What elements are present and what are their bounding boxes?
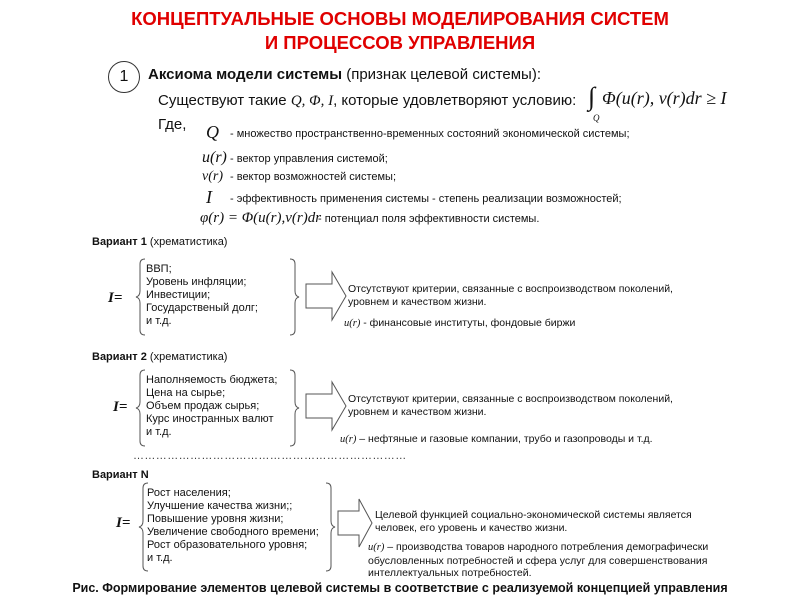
variant-n-items [147, 487, 319, 565]
variant-1-result-line: Отсутствуют критерии, связанные с воспроизводством поколений, [348, 283, 673, 295]
variant-1-items [146, 263, 258, 328]
where-label: Где, [158, 116, 187, 133]
variant-n-ur [368, 541, 708, 580]
variant-2-item: Наполняемость бюджета; [146, 374, 278, 386]
variant-2-item: Курс иностранных валют [146, 413, 274, 425]
title-line-1: КОНЦЕПТУАЛЬНЫЕ ОСНОВЫ МОДЕЛИРОВАНИЯ СИСТЕМ [131, 8, 669, 29]
variant-n-ur-line: интеллектуальных потребностей. [368, 567, 532, 579]
variant-1-result [348, 283, 673, 309]
variant-1-ieq: I= [108, 290, 123, 306]
def-symbol-i: I [206, 187, 212, 207]
variant-1-item: ВВП; [146, 263, 172, 275]
integral-sign: ∫ [588, 82, 596, 111]
variant-2-title [92, 351, 227, 363]
axiom-number-badge: 1 [108, 61, 140, 93]
variant-n-title [92, 469, 149, 481]
variant-2-result-line: Отсутствуют критерии, связанные с воспроизводством поколений, [348, 393, 673, 405]
variant-1-ur-symbol: u(r) [344, 318, 361, 329]
variant-n-item: Рост населения; [147, 487, 231, 499]
variant-2-ur-text: – нефтяные и газовые компании, трубо и газопроводы и т.д. [356, 433, 653, 445]
variant-2-ur [340, 433, 653, 445]
axiom-heading [148, 66, 541, 83]
variant-n-item: и т.д. [147, 552, 173, 564]
exist-suffix: , которые удовлетворяют условию: [333, 92, 577, 109]
variant-n-item: Повышение уровня жизни; [147, 513, 284, 525]
dotted-separator: ……………………………………………………………… [133, 450, 407, 462]
variant-2-items [146, 374, 277, 439]
variant-n-result-line: Целевой функцией социально-экономической системы является [375, 509, 692, 521]
variant-n-ieq: I= [116, 515, 131, 531]
def-symbol-q: Q [206, 122, 219, 142]
variant-1-arrow-icon [305, 271, 347, 321]
variant-1-right-brace [288, 258, 300, 336]
variant-n-result-line: человек, его уровень и качество жизни. [375, 522, 568, 534]
def-text-i: - эффективность применения системы - степень реализации возможностей; [230, 193, 622, 205]
def-text-q: - множество пространственно-временных состояний экономической системы; [230, 128, 630, 140]
def-symbol-ur: u(r) [202, 149, 227, 166]
variant-2-right-brace [288, 369, 300, 447]
variant-1-result-line: уровнем и качеством жизни. [348, 296, 487, 308]
variant-n-title-bold: Вариант N [92, 469, 149, 481]
variant-n-right-brace [324, 482, 336, 572]
variant-1-ur [344, 317, 575, 329]
title-line-2: И ПРОЦЕССОВ УПРАВЛЕНИЯ [264, 32, 536, 53]
variant-n-result [375, 509, 692, 535]
variant-2-arrow-icon [305, 381, 347, 431]
variant-1-title-rest: (хрематистика) [146, 236, 228, 248]
variant-2-item: Объем продаж сырья; [146, 400, 260, 412]
exist-symbols: Q, Φ, I [290, 93, 334, 109]
variant-2-title-bold: Вариант 2 [92, 351, 147, 363]
variant-1-title-bold: Вариант 1 [92, 236, 147, 248]
variant-n-ur-line: обусловленных потребностей и сфера услуг для совершенствования [368, 554, 708, 567]
variant-1-item: Государственый долг; [146, 302, 258, 314]
variant-1-title [92, 236, 227, 248]
exist-prefix: Существуют такие [158, 92, 291, 109]
variant-2-title-rest: (хрематистика) [146, 351, 228, 363]
variant-n-item: Рост образовательного уровня; [147, 539, 308, 551]
integral-subscript: Q [593, 113, 600, 123]
variant-1-item: и т.д. [146, 315, 172, 327]
figure-caption: Рис. Формирование элементов целевой системы в соответствие с реализуемой концепцией управления [72, 581, 728, 595]
variant-n-item: Улучшение качества жизни;; [147, 500, 293, 512]
axiom-existence [158, 92, 576, 110]
variant-2-item: Цена на сырье; [146, 387, 226, 399]
def-symbol-vr: v(r) [202, 169, 223, 184]
def-symbol-phi: φ(r) = Φ(u(r),v(r)dr [200, 210, 322, 226]
def-text-vr: - вектор возможностей системы; [230, 171, 396, 183]
variant-1-item: Уровень инфляции; [146, 276, 247, 288]
def-text-phi: - потенциал поля эффективности системы. [318, 213, 540, 225]
variant-2-ur-symbol: u(r) [340, 434, 357, 445]
variant-n-item: Увеличение свободного времени; [147, 526, 319, 538]
variant-n-ur-text: – производства товаров народного потребления демографически [384, 541, 709, 553]
axiom-heading-bold: Аксиома модели системы [148, 66, 343, 83]
variant-2-result [348, 393, 673, 419]
variant-n-ur-symbol: u(r) [368, 542, 385, 553]
variant-1-ur-text: - финансовые институты, фондовые биржи [360, 317, 576, 329]
def-text-ur: - вектор управления системой; [230, 153, 388, 165]
axiom-formula: Φ(u(r), v(r)dr ≥ I [602, 88, 727, 108]
axiom-heading-rest: (признак целевой системы): [342, 66, 542, 83]
variant-1-item: Инвестиции; [146, 289, 211, 301]
variant-2-result-line: уровнем и качеством жизни. [348, 406, 487, 418]
variant-2-item: и т.д. [146, 426, 172, 438]
variant-2-ieq: I= [113, 399, 128, 415]
